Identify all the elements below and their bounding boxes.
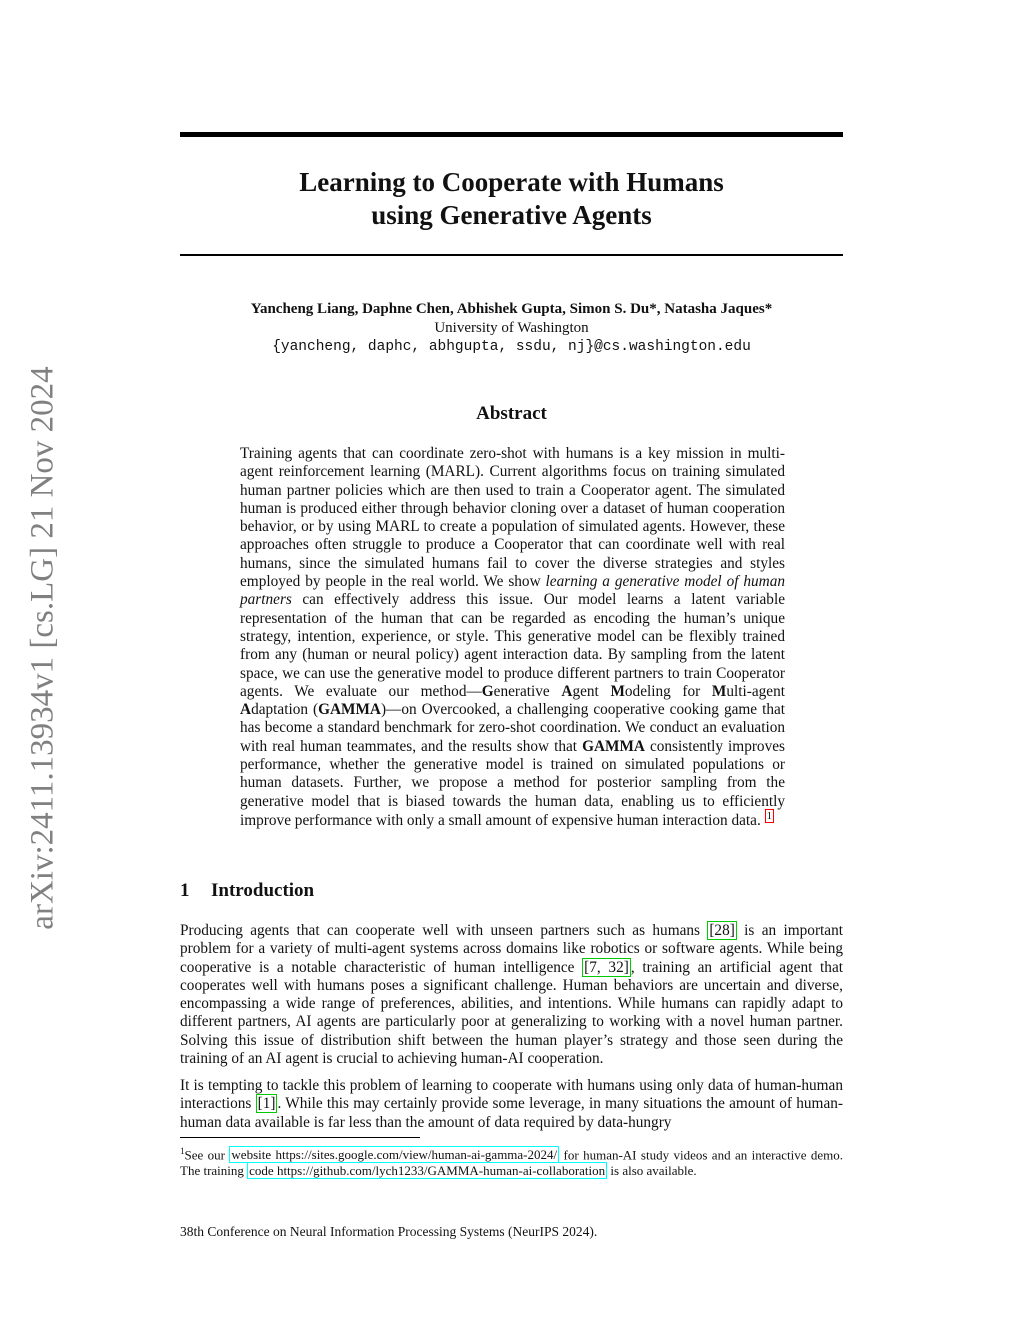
- method-name: GAMMA: [318, 701, 381, 719]
- acronym-letter: A: [561, 682, 573, 700]
- author-block: [180, 300, 843, 357]
- top-rule: [180, 132, 843, 137]
- acronym-letter: M: [711, 682, 727, 700]
- title-bottom-rule: [180, 254, 843, 256]
- section-number: 1: [180, 880, 190, 901]
- website-link[interactable]: website https://sites.google.com/view/human-ai-gamma-2024/: [231, 1147, 558, 1163]
- paper-title: [180, 166, 843, 232]
- footnote-rule: [180, 1137, 420, 1138]
- paragraph-text: It is tempting to tackle this problem of learning to cooperate with humans using only data of human-human interactions: [180, 1077, 843, 1113]
- abstract-heading: Abstract: [476, 403, 547, 424]
- abstract-text-4: consistently improves performance, whether the generative model is trained on simulated populations or human datasets. Further, we propose a method for posterior sampling from the generative model that is biased towards the human data, enabling us to efficiently improve performance with only a small amount of expensive human interaction data.: [240, 737, 785, 830]
- citation-link[interactable]: [7, 32]: [584, 958, 629, 976]
- paragraph-text: is an important problem for a variety of multi-agent systems across domains like robotics or software agents. While being cooperative is a notable characteristic of human intelligence: [180, 922, 843, 976]
- paragraph-text: Producing agents that can cooperate well with unseen partners such as humans: [180, 922, 700, 939]
- acronym-letter: M: [610, 682, 625, 700]
- method-name: GAMMA: [582, 737, 645, 755]
- section-title: Introduction: [211, 880, 315, 901]
- author-emails: {yancheng, daphc, abhgupta, ssdu, nj}@cs.washington.edu: [272, 339, 751, 355]
- footnote-link[interactable]: 1: [766, 809, 773, 822]
- arxiv-identifier: arXiv:2411.13934v1 [cs.LG] 21 Nov 2024: [24, 366, 61, 930]
- abstract-italic-phrase: learning a generative model of human partners: [240, 573, 786, 609]
- acronym-letter: A: [240, 701, 252, 719]
- footnote-mark: 1: [180, 1146, 185, 1156]
- acronym-rest: ulti-agent: [726, 682, 785, 700]
- acronym-rest: enerative: [493, 682, 562, 700]
- abstract-text-2: can effectively address this issue. Our model learns a latent variable representation of the human that can be regarded as encoding the human’s unique strategy, intention, experience, or style. This generative model can be flexibly trained from any (human or neural policy) agent interaction data. By sampling from the latent space, we can use the generative model to produce different partners to train Cooperator agents. We evaluate our method—: [240, 591, 785, 700]
- citation-link[interactable]: [28]: [709, 922, 735, 939]
- acronym-rest: gent: [572, 682, 611, 700]
- citation-link[interactable]: [1]: [257, 1095, 276, 1113]
- title-line-1: Learning to Cooperate with Humans: [299, 167, 724, 197]
- abstract-text-3: )—on Overcooked, a challenging cooperative cooking game that has become a standard benchmark for zero-shot coordination. We conduct an evaluation with real human teammates, and the results show that: [240, 701, 786, 755]
- title-line-2: using Generative Agents: [371, 200, 652, 230]
- paragraph-text: . While this may certainly provide some leverage, in many situations the amount of human-human data available is far less than the amount of data required by data-hungry: [180, 1095, 843, 1131]
- affiliation: University of Washington: [434, 320, 589, 336]
- venue-note: 38th Conference on Neural Information Processing Systems (NeurIPS 2024).: [180, 1224, 598, 1239]
- author-names: Yancheng Liang, Daphne Chen, Abhishek Gupta, Simon S. Du*, Natasha Jaques*: [250, 301, 773, 317]
- abstract-body: [240, 445, 785, 830]
- paragraph-text: , training an artificial agent that cooperates well with humans poses a significant challenge. Human behaviors are uncertain and diverse, encompassing a wide range of preferences, abilities, and intentions. While humans can rapidly adapt to different partners, AI agents are particularly poor at generalizing to working with a novel human partner. Solving this issue of distribution shift between the human player’s strategy and those seen during the training of an AI agent is crucial to achieving human-AI cooperation.: [180, 958, 843, 1068]
- acronym-letter: G: [481, 682, 494, 700]
- code-link[interactable]: code https://github.com/lych1233/GAMMA-human-ai-collaboration: [249, 1163, 606, 1179]
- acronym-rest: odeling for: [624, 682, 712, 700]
- section-heading-introduction: [180, 880, 314, 902]
- intro-paragraph-2: [180, 1077, 843, 1132]
- acronym-rest: daptation (: [251, 701, 319, 719]
- intro-paragraph-1: [180, 922, 843, 1068]
- abstract-text-1: Training agents that can coordinate zero-shot with humans is a key mission in multi-agent reinforcement learning (MARL). Current algorithms focus on training simulated human partner policies which are then used to train a Cooperator agent. The simulated human is produced either through behavior cloning over a dataset of human cooperation behavior, or by using MARL to create a population of simulated agents. However, these approaches often struggle to produce a Cooperator that can coordinate well with real humans, since the simulated humans fail to cover the diverse strategies and styles employed by people in the real world. We show: [240, 445, 785, 591]
- footnote: [180, 1143, 843, 1179]
- footnote-text: See our: [184, 1147, 225, 1163]
- footnote-text: for human-AI study videos and an interactive demo. The training: [180, 1147, 844, 1179]
- footnote-text: is also available.: [610, 1163, 697, 1179]
